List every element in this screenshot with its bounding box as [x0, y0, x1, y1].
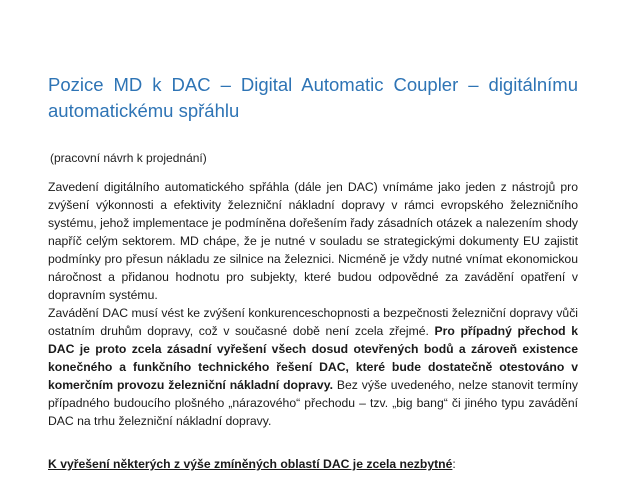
paragraph-requirements-text-1: Zavádění DAC musí vést ke zvýšení konkurenceschopnosti a bezpečnosti železniční dopravy vůči ostatním druhům dopravy, což v současné době není zcela zřejmé. — [48, 306, 578, 338]
paragraph-intro: Zavedení digitálního automatického spřáhla (dále jen DAC) vnímáme jako jeden z nástrojů pro zvýšení výkonnosti a efektivity železniční nákladní dopravy v rámci evropského železničního systému, jehož implementace je podmíněna dořešením řady zásadních otázek a nalezením shody napříč celým sektorem. MD chápe, že je nutné v souladu se strategickými dokumenty EU zajistit podmínky pro přesun nákladu ze silnice na železnici. Nicméně je vždy nutné vnímat ekonomickou náročnost a přidanou hodnotu pro subjekty, které budou odpovědné za zavádění opatření v dopravním systému. — [48, 180, 578, 302]
section-heading-colon: : — [452, 457, 456, 471]
paragraph-requirements-bold: Pro případný přechod k DAC je proto zcela zásadní vyřešení všech dosud otevřených bodů a zároveň existence konečného a funkčního technického řešení DAC, které bude dostatečně otestováno v komerčním provozu železniční nákladní dopravy. — [48, 324, 578, 392]
paragraph-requirements-text-2: Bez výše uvedeného, nelze stanovit termíny případného budoucího plošného „nárazového“ přechodu – tzv. „big bang“ či jiného typu zavádění DAC na trhu železniční nákladní dopravy. — [48, 378, 578, 428]
draft-note: (pracovní návrh k projednání) — [50, 151, 207, 165]
section-heading — [48, 455, 456, 473]
paragraph-requirements — [48, 304, 578, 430]
section-heading-text: K vyřešení některých z výše zmíněných oblastí DAC je zcela nezbytné — [48, 457, 453, 471]
document-title: Pozice MD k DAC – Digital Automatic Coupler – digitálnímu automatickému spřáhlu — [48, 74, 578, 121]
